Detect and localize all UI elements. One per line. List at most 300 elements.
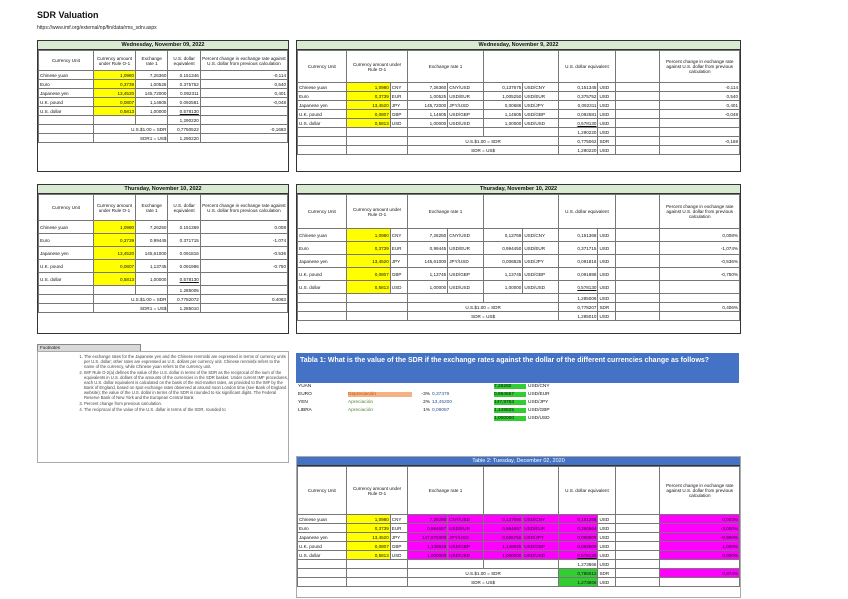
table-row: [298, 268, 740, 281]
table-cell: -0,990%: [660, 533, 740, 542]
table-row: [39, 89, 288, 98]
col-header: Currency amount under Rule O-1: [346, 467, 408, 515]
table-cell: 0,151368: [558, 229, 598, 242]
scenario-unit: USD/EUR: [528, 392, 550, 397]
table-cell: USD: [598, 268, 616, 281]
table-cell: [616, 524, 660, 533]
table-cell: USD/EUR: [523, 242, 558, 255]
currency-name: U.K. pound: [298, 268, 347, 281]
table-cell: 1,14605: [136, 98, 168, 107]
table-cell: USD: [390, 551, 408, 560]
unit-cell: SDR: [598, 303, 616, 312]
table-cell: 0,0807: [93, 98, 135, 107]
table-row: [298, 515, 740, 524]
table-cell: USD: [598, 101, 616, 110]
rows: [39, 71, 288, 116]
table-cell: 1,0980: [93, 221, 135, 234]
table-row: [298, 524, 740, 533]
rows: [39, 221, 288, 286]
table-cell: USD/GBP: [448, 542, 483, 551]
table-cell: 1,13745: [408, 268, 448, 281]
currency-name: Japanese yen: [298, 101, 347, 110]
table-cell: USD: [598, 533, 616, 542]
col-header: U.S. dollar equivalent: [168, 51, 200, 71]
scenario-rate: 1,000000: [494, 416, 526, 421]
table-cell: USD: [598, 515, 616, 524]
table-row: [39, 107, 288, 116]
usd-sdr-label: U.S.$1.00 = SDR: [408, 569, 558, 578]
table-cell: USD/GBP: [448, 110, 483, 119]
table-cell: 0,994450: [483, 242, 523, 255]
col-header: U.S. dollar equivalent: [558, 467, 615, 515]
table-row: [298, 281, 740, 294]
table-cell: 0.008: [200, 221, 287, 234]
col-header: Currency amount under Rule O-1: [346, 195, 408, 229]
table-cell: -0,536%: [660, 255, 740, 268]
table-cell: 0,151345: [558, 83, 598, 92]
table-cell: 0,000%: [660, 551, 740, 560]
scenario-note: Apreciación: [348, 400, 374, 405]
table-cell: 13,4520: [346, 101, 390, 110]
col-header: U.S. dollar equivalent: [558, 51, 615, 83]
table-cell: 0,964657: [483, 524, 523, 533]
scenario-rate: 1,148825: [494, 408, 526, 413]
unit-cell: USD: [598, 312, 616, 321]
source-url[interactable]: https://www.imf.org/external/np/fin/data/rms_sdrv.aspx: [37, 25, 157, 31]
table-cell: 0.375752: [168, 80, 200, 89]
panel-nov10-detailed: [296, 184, 741, 334]
table-row: [298, 255, 740, 268]
scenario-row: [296, 391, 739, 399]
usd-sdr-label: U.S.$1.00 = SDR: [93, 295, 168, 304]
table-cell: USD/EUR: [523, 92, 558, 101]
table-cell: 13,4520: [346, 533, 390, 542]
scenario-pct: 2%: [423, 400, 430, 405]
unit-cell: SDR: [598, 137, 616, 146]
table-cell: 0,3739: [346, 242, 390, 255]
rows: [298, 515, 740, 560]
currency-name: Chinese yuan: [298, 83, 347, 92]
table-cell: JPY: [390, 533, 408, 542]
table-cell: 0,092581: [558, 110, 598, 119]
table-cell: -1,074%: [660, 242, 740, 255]
table-cell: CNY/USD: [448, 515, 483, 524]
currency-name: U.K. pound: [39, 260, 94, 273]
table-cell: 0,375752: [558, 92, 598, 101]
currency-name: Japanese yen: [298, 255, 347, 268]
col-header: Percent change in exchange rate against U.S. dollar from previous calculation: [660, 51, 740, 83]
table-cell: 0.092311: [168, 89, 200, 98]
currency-name: Euro: [298, 524, 347, 533]
table-cell: 0,091986: [558, 268, 598, 281]
sdr-usd-value: 1.285010: [168, 304, 200, 313]
currency-name: Japanese yen: [39, 89, 94, 98]
table-cell: USD/GBP: [448, 268, 483, 281]
total-cell: 1,290220: [558, 128, 598, 137]
table-row: [39, 260, 288, 273]
col-header: Currency Unit: [39, 51, 94, 71]
table-cell: 7,26250: [408, 229, 448, 242]
unit-cell: USD: [598, 294, 616, 303]
table-cell: 145,61000: [408, 255, 448, 268]
currency-name: U.S. dollar: [298, 281, 347, 294]
table-cell: 1,000000: [483, 551, 523, 560]
table-row: [298, 92, 740, 101]
sdr-usd-value: 1,290220: [558, 146, 598, 155]
table-cell: -0.750: [200, 260, 287, 273]
table-cell: USD: [598, 83, 616, 92]
table-cell: EUR: [390, 92, 408, 101]
table-cell: USD: [598, 524, 616, 533]
usd-sdr-label: U.S.$1.00 = SDR: [408, 303, 558, 312]
total-cell: 1,285006: [558, 294, 598, 303]
footnotes-label: Footnotes: [37, 344, 141, 352]
panel-header: Thursday, November 10, 2022: [38, 185, 288, 194]
scenario-pct: 1%: [423, 408, 430, 413]
table-cell: EUR: [390, 524, 408, 533]
table-row: [298, 101, 740, 110]
table-cell: 1,0980: [346, 229, 390, 242]
table-cell: USD/USD: [523, 119, 558, 128]
sdr-usd-value: 1,273866: [558, 578, 598, 587]
table-cell: 0,003%: [660, 515, 740, 524]
table-cell: 0,578130: [558, 551, 598, 560]
scenario-rate: 0,964657: [494, 392, 526, 397]
currency-name: Euro: [298, 92, 347, 101]
table-cell: 1,14605: [408, 110, 448, 119]
table-cell: [616, 551, 660, 560]
table-cell: USD/GBP: [523, 542, 558, 551]
currency-name: U.K. pound: [39, 98, 94, 107]
table-cell: JPY/USD: [448, 255, 483, 268]
scenario-unit: USD/JPY: [528, 400, 549, 405]
sdr-usd-value: 1,290220: [168, 134, 200, 143]
table-cell: 0,401: [660, 101, 740, 110]
unit-cell: USD: [598, 146, 616, 155]
table-cell: [616, 119, 660, 128]
table-cell: USD/USD: [523, 551, 558, 560]
scenario-row: [296, 407, 739, 415]
table-cell: EUR: [390, 242, 408, 255]
sdr-usd-label: SDR1 = US$: [93, 134, 168, 143]
total-cell: 1,273866: [558, 560, 598, 569]
table-cell: 0,090905: [558, 533, 598, 542]
panel-nov09-simple: [37, 40, 289, 172]
table-row: [39, 98, 288, 107]
scenario-name: LIBRA: [298, 408, 312, 413]
scenario-row: [296, 415, 739, 423]
table-row: [298, 83, 740, 92]
sdr-table: [297, 194, 740, 321]
col-header: Percent change in exchange rate against U.S. dollar from previous calculation: [200, 195, 287, 221]
table-cell: 1,00000: [136, 273, 168, 286]
table-cell: 0,0807: [346, 542, 390, 551]
scenario-note: Apreciación: [348, 408, 374, 413]
table-cell: [616, 542, 660, 551]
table-cell: [616, 268, 660, 281]
usd-sdr-value: 0,778207: [558, 303, 598, 312]
table-cell: 0,540: [660, 92, 740, 101]
table-row: [39, 71, 288, 80]
table-cell: 1,00000: [408, 119, 448, 128]
currency-name: Japanese yen: [298, 533, 347, 542]
sdr-usd-label: SDR = US$: [408, 578, 558, 587]
table-cell: [660, 281, 740, 294]
table-cell: USD/GBP: [523, 110, 558, 119]
table-cell: -0,750%: [660, 268, 740, 281]
table-cell: USD: [598, 281, 616, 294]
usd-sdr-label: U.S.$1.00 = SDR: [408, 137, 558, 146]
table-cell: 0.151369: [168, 221, 200, 234]
unit-cell: USD: [598, 560, 616, 569]
table-cell: 1,00000: [408, 281, 448, 294]
rows: [298, 83, 740, 128]
table-cell: USD: [598, 551, 616, 560]
table-cell: 0,092905: [558, 542, 598, 551]
page-title: SDR Valuation: [37, 10, 99, 20]
table-cell: GBP: [390, 268, 408, 281]
table-cell: 0,3739: [93, 80, 135, 89]
table-cell: 1,000%: [660, 542, 740, 551]
currency-name: U.S. dollar: [39, 107, 94, 116]
table-cell: 0,5813: [93, 107, 135, 116]
table-cell: CNY: [390, 83, 408, 92]
table-row: [298, 551, 740, 560]
table-cell: USD/EUR: [448, 524, 483, 533]
table-cell: 0,3739: [346, 92, 390, 101]
sdr-table: [38, 194, 288, 313]
table-cell: 0,008%: [660, 229, 740, 242]
col-header: Percent change in exchange rate against U.S. dollar from previous calculation: [660, 195, 740, 229]
usd-sdr-value: 0,775062: [558, 137, 598, 146]
currency-name: Chinese yuan: [298, 515, 347, 524]
footnote: 3. Percent change from previous calculation.: [84, 401, 288, 406]
scenario-unit: USD/GBP: [528, 408, 550, 413]
table-cell: [616, 229, 660, 242]
table-cell: USD: [598, 242, 616, 255]
currency-name: U.K. pound: [298, 542, 347, 551]
total-cell: 1,290220: [168, 116, 200, 125]
scenario-row: [296, 399, 739, 407]
footnote: 2. IMF Rule O-2(a) defines the value of the U.S. dollar in terms of the SDR as the reciprocal of the sum of the equivalents in U.S. dollars of the amounts of the currencies in the SDR basket. Under current IMF procedures, each U.S. dollar equivalent is calculated on the basis of the mid-market rates, as provided to the IMF by the Bank of England, based on spot exchange rates observed at around noon London time (see Bank of England website); the value of the U.S. dollar in terms of the SDR is rounded to six significant digits. The Federal Reserve Bank of New York and the European Central Bank: [84, 370, 288, 400]
col-header: Currency Unit: [298, 51, 347, 83]
table-cell: 0.151346: [168, 71, 200, 80]
table-cell: CNY: [390, 515, 408, 524]
table-cell: JPY/USD: [448, 533, 483, 542]
table-cell: USD/EUR: [448, 92, 483, 101]
table-row: [39, 234, 288, 247]
table-cell: [616, 255, 660, 268]
col-header: Currency Unit: [39, 195, 94, 221]
table-row: [298, 119, 740, 128]
col-header: U.S. dollar equivalent: [558, 195, 615, 229]
col-header: Exchange rate 1: [136, 195, 168, 221]
table-cell: USD/USD: [448, 281, 483, 294]
table-cell: USD: [598, 542, 616, 551]
table-cell: USD/USD: [448, 119, 483, 128]
table-cell: 1,00525: [136, 80, 168, 89]
table-cell: USD/CNY: [523, 229, 558, 242]
scenario-rate: 147,9753: [494, 400, 526, 405]
table-cell: 0,006825: [483, 255, 523, 268]
total-cell: 1.285005: [168, 286, 200, 295]
col-header: Currency amount under Rule O-1: [93, 195, 135, 221]
currency-name: U.K. pound: [298, 110, 347, 119]
table-cell: 1,000000: [408, 551, 448, 560]
currency-name: U.S. dollar: [39, 273, 94, 286]
table-cell: 1,148825: [483, 542, 523, 551]
table-cell: 0,371715: [558, 242, 598, 255]
table-cell: [200, 107, 287, 116]
currency-name: Euro: [39, 234, 94, 247]
table-cell: 145,72000: [408, 101, 448, 110]
table-cell: 0,137690: [483, 515, 523, 524]
table-cell: USD/JPY: [523, 533, 558, 542]
sdr-usd-label: SDR = US$: [408, 146, 558, 155]
table-cell: [660, 119, 740, 128]
table-cell: 0,964657: [408, 524, 448, 533]
table-cell: [616, 101, 660, 110]
sdr-usd-value: 1,285010: [558, 312, 598, 321]
table-cell: 7,26250: [136, 221, 168, 234]
table-cell: 147,975300: [408, 533, 448, 542]
table-cell: 1,14605: [483, 110, 523, 119]
table-cell: [616, 281, 660, 294]
scenario-name: YEN: [298, 400, 308, 405]
table-cell: 0,5813: [346, 281, 390, 294]
table-cell: 0,99445: [408, 242, 448, 255]
table-cell: USD/JPY: [523, 255, 558, 268]
table-cell: USD: [598, 110, 616, 119]
table-cell: 0,99445: [136, 234, 168, 247]
table-cell: USD/JPY: [523, 101, 558, 110]
unit-cell: SDR: [598, 569, 616, 578]
currency-name: U.S. dollar: [298, 119, 347, 128]
table-cell: 7,26360: [136, 71, 168, 80]
scenario-name: EURO: [298, 392, 312, 397]
table-cell: 0.092581: [168, 98, 200, 107]
table-cell: 1,13745: [136, 260, 168, 273]
table-cell: 13,4520: [346, 255, 390, 268]
table-cell: 1,00525: [408, 92, 448, 101]
panel-header: Table 2: Tuesday, December 02, 2020: [297, 457, 740, 466]
table-cell: USD: [598, 255, 616, 268]
table-cell: USD/GBP: [523, 268, 558, 281]
table-cell: [200, 273, 287, 286]
scenario-unit: USD/USD: [528, 416, 550, 421]
table-cell: 0,0807: [93, 260, 135, 273]
table-cell: 7,26360: [408, 83, 448, 92]
panel-nov10-simple: [37, 184, 289, 334]
table-cell: USD: [598, 119, 616, 128]
table-cell: USD: [390, 281, 408, 294]
scenario-rate: 7,26280: [494, 384, 526, 389]
usd-sdr-value: 0.7782072: [168, 295, 200, 304]
table-cell: CNY/USD: [448, 83, 483, 92]
currency-name: Chinese yuan: [39, 221, 94, 234]
table-cell: 0,3739: [346, 524, 390, 533]
currency-name: Chinese yuan: [298, 229, 347, 242]
table-cell: [616, 83, 660, 92]
usd-sdr-value: 0,7750522: [168, 125, 200, 134]
table-cell: 13,4520: [93, 247, 135, 260]
currency-name: U.S. dollar: [298, 551, 347, 560]
rows: [298, 229, 740, 294]
table-cell: CNY/USD: [448, 229, 483, 242]
table-cell: USD: [390, 119, 408, 128]
table-cell: 13,4520: [93, 89, 135, 98]
col-header: Exchange rate 1: [408, 467, 483, 515]
table-cell: 0,13769: [483, 229, 523, 242]
table-cell: 0,151368: [558, 515, 598, 524]
table-cell: 0,578130: [558, 119, 598, 128]
usd-sdr-pct: -0,1683: [200, 125, 287, 134]
col-header: U.S. dollar equivalent: [168, 195, 200, 221]
table-cell: 0,0807: [346, 110, 390, 119]
table-cell: JPY: [390, 101, 408, 110]
table-cell: 1,005250: [483, 92, 523, 101]
table-row: [298, 242, 740, 255]
usd-sdr-pct: 0.4063: [200, 295, 287, 304]
table-cell: USD/EUR: [448, 242, 483, 255]
table-cell: [616, 533, 660, 542]
sdr-table: [38, 50, 288, 143]
col-header: Percent change in exchange rate against U.S. dollar from previous calculation: [660, 467, 740, 515]
table-cell: JPY/USD: [448, 101, 483, 110]
table-cell: USD/CNY: [523, 515, 558, 524]
table-cell: -3,000%: [660, 524, 740, 533]
table-cell: 145,61000: [136, 247, 168, 260]
table-cell: 1,0980: [93, 71, 135, 80]
table-cell: JPY: [390, 255, 408, 268]
table-cell: 0.371715: [168, 234, 200, 247]
table-cell: 0.578130: [168, 273, 200, 286]
table-cell: GBP: [390, 110, 408, 119]
scenario-val: 0,37379: [432, 392, 450, 397]
table-row: [39, 247, 288, 260]
table-row: [298, 110, 740, 119]
table-cell: 1,148825: [408, 542, 448, 551]
footnote: 4. The reciprocal of the value of the U.S. dollar in terms of the SDR, rounded to: [84, 407, 288, 412]
table-cell: 0,092311: [558, 101, 598, 110]
table-cell: 145,72000: [136, 89, 168, 98]
table-cell: [616, 92, 660, 101]
col-header: Exchange rate 1: [136, 51, 168, 71]
currency-name: Euro: [39, 80, 94, 89]
table-cell: USD/EUR: [523, 524, 558, 533]
table-cell: [616, 110, 660, 119]
col-header: Exchange rate 1: [408, 51, 483, 83]
col-header: Currency Unit: [298, 467, 347, 515]
table-cell: CNY: [390, 229, 408, 242]
table-cell: 7,26280: [408, 515, 448, 524]
table-row: [298, 542, 740, 551]
unit-cell: USD: [598, 128, 616, 137]
table-row: [39, 80, 288, 89]
table-cell: 0,006758: [483, 533, 523, 542]
table-cell: USD: [598, 229, 616, 242]
table-cell: 0,401: [200, 89, 287, 98]
footnotes-box: [37, 351, 289, 463]
sdr-table: [297, 466, 740, 587]
scenario-row: [296, 383, 739, 391]
panel-table2: [296, 456, 741, 598]
table-cell: 0,3739: [93, 234, 135, 247]
table-cell: 0,5813: [93, 273, 135, 286]
table-cell: 0.091816: [168, 247, 200, 260]
table-cell: 1,0980: [346, 83, 390, 92]
unit-cell: USD: [598, 578, 616, 587]
